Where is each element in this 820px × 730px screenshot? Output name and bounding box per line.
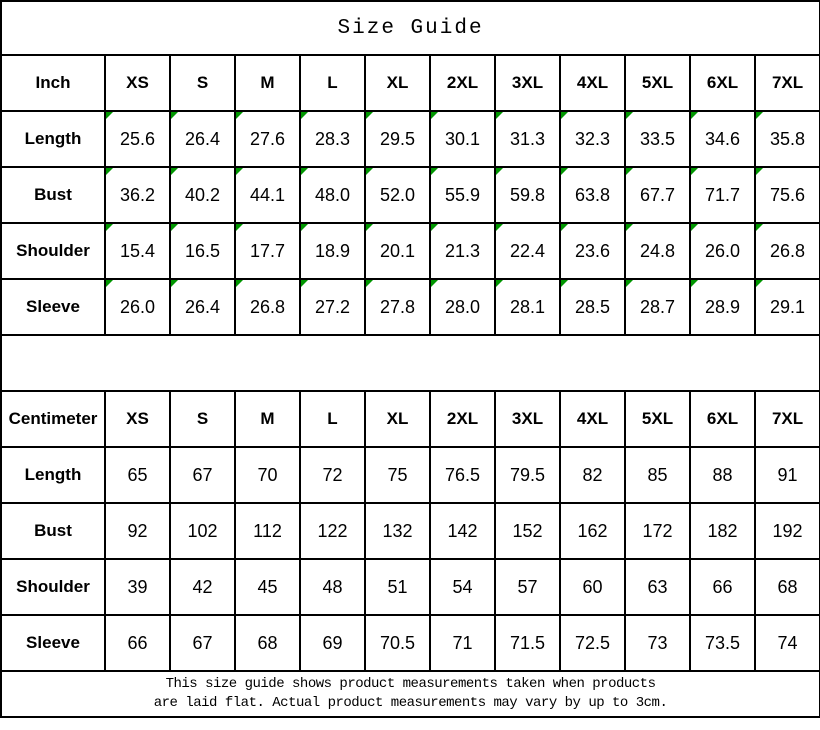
- size-value: 15.4: [119, 240, 156, 261]
- size-value: 31.3: [509, 128, 546, 149]
- size-value: 92: [127, 520, 148, 541]
- unit-header-inch: Inch: [1, 55, 105, 111]
- size-value: 75: [387, 464, 408, 485]
- size-value-cell: [300, 167, 365, 223]
- size-value-cell: [300, 279, 365, 335]
- size-value: 54: [452, 576, 473, 597]
- size-value: 152: [512, 520, 543, 541]
- size-value-cell: [495, 447, 560, 503]
- size-value-cell: [495, 503, 560, 559]
- column-header-3xl: 3XL: [495, 55, 560, 111]
- size-header-row: [1, 391, 820, 447]
- size-value-cell: [560, 559, 625, 615]
- size-value-cell: [105, 447, 170, 503]
- size-value-cell: [365, 503, 430, 559]
- size-value: 71.5: [509, 632, 546, 653]
- size-value-cell: [300, 503, 365, 559]
- size-row-bust: [1, 167, 820, 223]
- green-corner-flag-icon: [431, 224, 438, 231]
- size-value: 26.4: [184, 296, 221, 317]
- size-value-cell: [755, 615, 820, 671]
- size-value: 63: [647, 576, 668, 597]
- size-value-cell: [495, 559, 560, 615]
- column-header-4xl: 4XL: [560, 391, 625, 447]
- green-corner-flag-icon: [496, 224, 503, 231]
- green-corner-flag-icon: [626, 168, 633, 175]
- size-value-cell: [560, 503, 625, 559]
- size-value: 27.2: [314, 296, 351, 317]
- column-header-xs: XS: [105, 391, 170, 447]
- footer-note-line2: are laid flat. Actual product measurements may vary by up to 3cm.: [153, 695, 668, 711]
- size-value: 30.1: [444, 128, 481, 149]
- size-value-cell: [235, 111, 300, 167]
- column-header-7xl: 7XL: [755, 55, 820, 111]
- green-corner-flag-icon: [756, 224, 763, 231]
- size-value-cell: [690, 447, 755, 503]
- green-corner-flag-icon: [691, 168, 698, 175]
- spacer-cell: [1, 335, 820, 391]
- column-header-xl: XL: [365, 391, 430, 447]
- size-value: 67: [192, 632, 213, 653]
- size-value: 102: [187, 520, 218, 541]
- size-value: 22.4: [509, 240, 546, 261]
- green-corner-flag-icon: [236, 168, 243, 175]
- size-header-row: [1, 55, 820, 111]
- green-corner-flag-icon: [496, 112, 503, 119]
- size-value: 16.5: [184, 240, 221, 261]
- column-header-s: S: [170, 391, 235, 447]
- size-value: 28.0: [444, 296, 481, 317]
- size-value-cell: [430, 223, 495, 279]
- size-value: 26.8: [249, 296, 286, 317]
- size-value-cell: [170, 167, 235, 223]
- size-value-cell: [105, 559, 170, 615]
- green-corner-flag-icon: [691, 112, 698, 119]
- size-value: 28.7: [639, 296, 676, 317]
- row-label-bust: Bust: [1, 167, 105, 223]
- size-value: 70: [257, 464, 278, 485]
- size-value-cell: [365, 223, 430, 279]
- green-corner-flag-icon: [366, 168, 373, 175]
- size-value-cell: [235, 503, 300, 559]
- size-value: 40.2: [184, 184, 221, 205]
- size-value-cell: [365, 447, 430, 503]
- size-value-cell: [625, 279, 690, 335]
- green-corner-flag-icon: [691, 280, 698, 287]
- size-value: 17.7: [249, 240, 286, 261]
- size-value-cell: [495, 223, 560, 279]
- size-value-cell: [755, 447, 820, 503]
- size-value: 142: [447, 520, 478, 541]
- size-value-cell: [625, 223, 690, 279]
- size-value: 24.8: [639, 240, 676, 261]
- column-header-3xl: 3XL: [495, 391, 560, 447]
- green-corner-flag-icon: [431, 280, 438, 287]
- size-value: 26.0: [704, 240, 741, 261]
- size-value-cell: [170, 279, 235, 335]
- size-value: 51: [387, 576, 408, 597]
- size-value-cell: [365, 615, 430, 671]
- size-value-cell: [495, 111, 560, 167]
- size-value-cell: [365, 111, 430, 167]
- size-value: 59.8: [509, 184, 546, 205]
- size-value-cell: [300, 111, 365, 167]
- size-value-cell: [430, 559, 495, 615]
- size-value: 32.3: [574, 128, 611, 149]
- size-value-cell: [495, 615, 560, 671]
- row-label-sleeve: Sleeve: [1, 279, 105, 335]
- size-value-cell: [755, 223, 820, 279]
- green-corner-flag-icon: [496, 168, 503, 175]
- size-value: 57: [517, 576, 538, 597]
- size-value-cell: [170, 503, 235, 559]
- green-corner-flag-icon: [496, 280, 503, 287]
- size-value: 75.6: [770, 184, 806, 205]
- size-value: 45: [257, 576, 278, 597]
- spacer-row: [1, 335, 820, 391]
- size-value: 67.7: [639, 184, 676, 205]
- size-value: 48.0: [314, 184, 351, 205]
- size-value-cell: [755, 503, 820, 559]
- size-value-cell: [235, 559, 300, 615]
- size-value-cell: [560, 223, 625, 279]
- green-corner-flag-icon: [236, 280, 243, 287]
- green-corner-flag-icon: [756, 168, 763, 175]
- size-value-cell: [625, 559, 690, 615]
- size-value: 26.0: [119, 296, 156, 317]
- size-value: 20.1: [379, 240, 416, 261]
- size-value-cell: [495, 279, 560, 335]
- green-corner-flag-icon: [561, 168, 568, 175]
- size-value: 21.3: [444, 240, 481, 261]
- size-value-cell: [365, 167, 430, 223]
- column-header-xs: XS: [105, 55, 170, 111]
- unit-header-centimeter: Centimeter: [1, 391, 105, 447]
- size-value: 192: [772, 520, 803, 541]
- column-header-s: S: [170, 55, 235, 111]
- size-row-sleeve: [1, 279, 820, 335]
- green-corner-flag-icon: [236, 112, 243, 119]
- size-value: 25.6: [119, 128, 156, 149]
- size-value-cell: [235, 223, 300, 279]
- size-value-cell: [300, 447, 365, 503]
- green-corner-flag-icon: [626, 112, 633, 119]
- size-value-cell: [430, 615, 495, 671]
- footer-row: [1, 671, 820, 717]
- size-value-cell: [755, 279, 820, 335]
- size-value: 68: [257, 632, 278, 653]
- size-value-cell: [690, 223, 755, 279]
- size-value: 66: [712, 576, 733, 597]
- size-value-cell: [625, 167, 690, 223]
- size-value: 27.8: [379, 296, 416, 317]
- size-value-cell: [430, 447, 495, 503]
- size-value-cell: [235, 167, 300, 223]
- green-corner-flag-icon: [301, 112, 308, 119]
- size-value-cell: [755, 111, 820, 167]
- size-value: 91: [777, 464, 798, 485]
- size-value-cell: [430, 167, 495, 223]
- size-value: 33.5: [639, 128, 676, 149]
- size-value: 85: [647, 464, 668, 485]
- size-value-cell: [105, 223, 170, 279]
- size-value-cell: [170, 111, 235, 167]
- size-value-cell: [105, 111, 170, 167]
- size-value: 74: [777, 632, 798, 653]
- size-value: 68: [777, 576, 798, 597]
- size-value: 23.6: [574, 240, 611, 261]
- size-value-cell: [235, 447, 300, 503]
- column-header-xl: XL: [365, 55, 430, 111]
- size-value: 182: [707, 520, 738, 541]
- size-value: 18.9: [314, 240, 351, 261]
- green-corner-flag-icon: [106, 224, 113, 231]
- size-row-shoulder: [1, 559, 820, 615]
- row-label-bust: Bust: [1, 503, 105, 559]
- size-value-cell: [625, 111, 690, 167]
- size-value: 70.5: [379, 632, 416, 653]
- size-value: 48: [322, 576, 343, 597]
- footer-note: [1, 671, 820, 717]
- size-value: 76.5: [444, 464, 481, 485]
- size-row-length: [1, 111, 820, 167]
- column-header-l: L: [300, 391, 365, 447]
- column-header-l: L: [300, 55, 365, 111]
- size-value: 88: [712, 464, 733, 485]
- size-value: 28.9: [704, 296, 741, 317]
- size-value-cell: [690, 167, 755, 223]
- size-value-cell: [105, 615, 170, 671]
- size-value: 35.8: [770, 128, 806, 149]
- size-value: 34.6: [704, 128, 741, 149]
- column-header-6xl: 6XL: [690, 391, 755, 447]
- green-corner-flag-icon: [171, 224, 178, 231]
- green-corner-flag-icon: [366, 224, 373, 231]
- size-value: 28.5: [574, 296, 611, 317]
- size-value: 71: [452, 632, 473, 653]
- size-value-cell: [170, 559, 235, 615]
- column-header-5xl: 5XL: [625, 391, 690, 447]
- size-value-cell: [690, 615, 755, 671]
- green-corner-flag-icon: [561, 224, 568, 231]
- green-corner-flag-icon: [171, 112, 178, 119]
- size-value-cell: [430, 111, 495, 167]
- size-value-cell: [560, 167, 625, 223]
- size-value-cell: [560, 615, 625, 671]
- size-value-cell: [170, 447, 235, 503]
- size-value: 36.2: [119, 184, 156, 205]
- size-value: 44.1: [249, 184, 286, 205]
- green-corner-flag-icon: [431, 168, 438, 175]
- row-label-sleeve: Sleeve: [1, 615, 105, 671]
- size-row-sleeve: [1, 615, 820, 671]
- size-value-cell: [690, 111, 755, 167]
- size-value: 73: [647, 632, 668, 653]
- size-value: 28.3: [314, 128, 351, 149]
- size-value-cell: [300, 559, 365, 615]
- size-value: 52.0: [379, 184, 416, 205]
- green-corner-flag-icon: [756, 280, 763, 287]
- size-value: 73.5: [704, 632, 741, 653]
- size-value: 60: [582, 576, 603, 597]
- row-label-length: Length: [1, 111, 105, 167]
- inch-section: [1, 55, 820, 335]
- size-value: 29.5: [379, 128, 416, 149]
- green-corner-flag-icon: [171, 280, 178, 287]
- size-value-cell: [300, 223, 365, 279]
- size-value: 132: [382, 520, 413, 541]
- column-header-7xl: 7XL: [755, 391, 820, 447]
- size-value: 66: [127, 632, 148, 653]
- column-header-4xl: 4XL: [560, 55, 625, 111]
- green-corner-flag-icon: [431, 112, 438, 119]
- size-value-cell: [560, 279, 625, 335]
- size-value-cell: [365, 559, 430, 615]
- size-value: 67: [192, 464, 213, 485]
- column-header-m: M: [235, 55, 300, 111]
- size-value: 79.5: [509, 464, 546, 485]
- green-corner-flag-icon: [626, 280, 633, 287]
- green-corner-flag-icon: [561, 280, 568, 287]
- size-row-bust: [1, 503, 820, 559]
- size-value-cell: [690, 503, 755, 559]
- size-value-cell: [690, 559, 755, 615]
- size-value-cell: [755, 167, 820, 223]
- size-value-cell: [300, 615, 365, 671]
- green-corner-flag-icon: [106, 168, 113, 175]
- size-value-cell: [430, 279, 495, 335]
- size-value-cell: [625, 447, 690, 503]
- green-corner-flag-icon: [301, 280, 308, 287]
- size-value: 27.6: [249, 128, 286, 149]
- size-value: 42: [192, 576, 213, 597]
- size-value: 71.7: [704, 184, 741, 205]
- size-value: 39: [127, 576, 148, 597]
- green-corner-flag-icon: [171, 168, 178, 175]
- size-value-cell: [690, 279, 755, 335]
- green-corner-flag-icon: [561, 112, 568, 119]
- size-value-cell: [105, 279, 170, 335]
- green-corner-flag-icon: [236, 224, 243, 231]
- green-corner-flag-icon: [301, 224, 308, 231]
- size-row-shoulder: [1, 223, 820, 279]
- size-value: 162: [577, 520, 608, 541]
- size-value: 26.4: [184, 128, 221, 149]
- size-value: 55.9: [444, 184, 481, 205]
- footer-note-line1: This size guide shows product measurements taken when products: [165, 676, 656, 692]
- title-row: [1, 1, 820, 55]
- column-header-6xl: 6XL: [690, 55, 755, 111]
- size-row-length: [1, 447, 820, 503]
- column-header-2xl: 2XL: [430, 391, 495, 447]
- size-value-cell: [105, 503, 170, 559]
- green-corner-flag-icon: [756, 112, 763, 119]
- size-value: 82: [582, 464, 603, 485]
- row-label-shoulder: Shoulder: [1, 223, 105, 279]
- size-value: 65: [127, 464, 148, 485]
- green-corner-flag-icon: [366, 280, 373, 287]
- column-header-2xl: 2XL: [430, 55, 495, 111]
- green-corner-flag-icon: [691, 224, 698, 231]
- size-value: 172: [642, 520, 673, 541]
- size-value-cell: [625, 503, 690, 559]
- size-value: 72: [322, 464, 343, 485]
- column-header-5xl: 5XL: [625, 55, 690, 111]
- size-value-cell: [495, 167, 560, 223]
- green-corner-flag-icon: [626, 224, 633, 231]
- size-value-cell: [755, 559, 820, 615]
- size-value-cell: [170, 615, 235, 671]
- size-value: 63.8: [574, 184, 611, 205]
- column-header-m: M: [235, 391, 300, 447]
- size-value-cell: [235, 279, 300, 335]
- green-corner-flag-icon: [366, 112, 373, 119]
- row-label-shoulder: Shoulder: [1, 559, 105, 615]
- size-value: 26.8: [770, 240, 806, 261]
- green-corner-flag-icon: [106, 112, 113, 119]
- size-value-cell: [560, 447, 625, 503]
- size-value: 28.1: [509, 296, 546, 317]
- size-value-cell: [560, 111, 625, 167]
- green-corner-flag-icon: [301, 168, 308, 175]
- size-value-cell: [235, 615, 300, 671]
- size-value: 69: [322, 632, 343, 653]
- size-value: 122: [317, 520, 348, 541]
- row-label-length: Length: [1, 447, 105, 503]
- green-corner-flag-icon: [106, 280, 113, 287]
- size-value-cell: [430, 503, 495, 559]
- size-value-cell: [105, 167, 170, 223]
- size-value-cell: [365, 279, 430, 335]
- centimeter-section: [1, 391, 820, 671]
- size-value-cell: [625, 615, 690, 671]
- size-value-cell: [170, 223, 235, 279]
- size-value: 112: [253, 520, 282, 541]
- size-value: 29.1: [770, 296, 806, 317]
- size-value: 72.5: [574, 632, 611, 653]
- page-title: Size Guide: [1, 1, 820, 55]
